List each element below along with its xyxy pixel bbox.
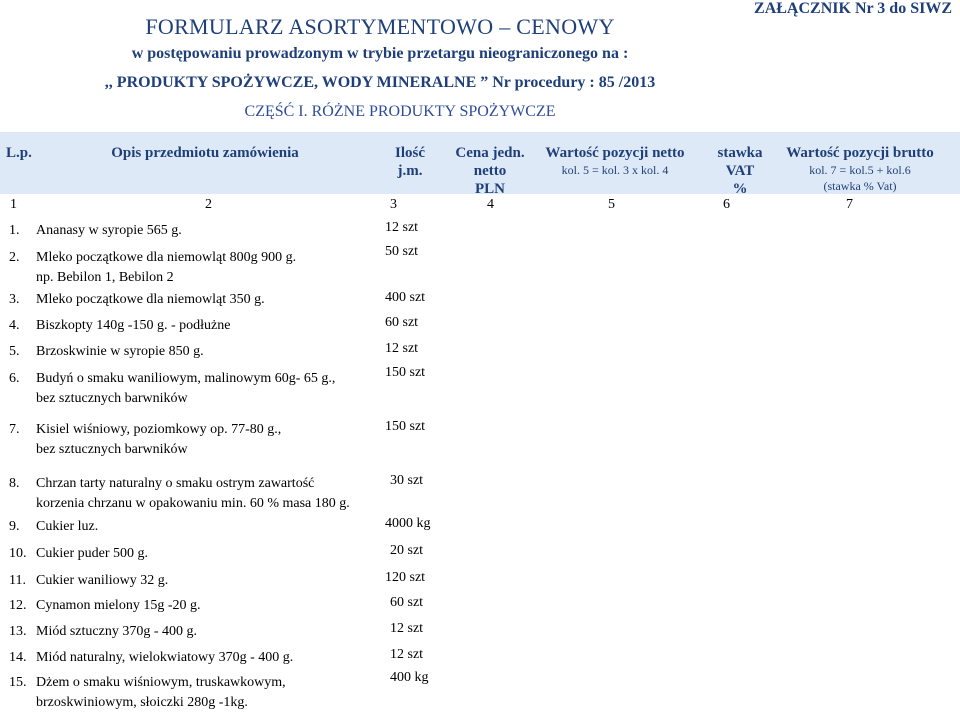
row-quantity: 150 szt [385, 419, 426, 434]
col-net-value-label: Wartość pozycji netto [545, 145, 685, 161]
col-description: Opis przedmiotu zamówienia [111, 145, 299, 161]
row-description: Cukier luz. [36, 519, 99, 534]
col-lp: L.p. [6, 145, 32, 161]
col-gross-value [770, 144, 950, 194]
document-subtitle: w postępowaniu prowadzonym w trybie przetargu nieograniczonego na : [131, 45, 629, 62]
col-gross-value-formula-2: (stawka % Vat) [823, 179, 897, 193]
row-description: Cukier puder 500 g. [36, 546, 148, 561]
col-vat-rate-label: stawka [717, 145, 763, 161]
col-unit-price-net: netto [473, 163, 507, 179]
row-description [36, 673, 376, 713]
row-quantity: 400 szt [385, 290, 426, 305]
row-description-line2: korzenia chrzanu w opakowaniu min. 60 % masa 180 g. [36, 496, 350, 511]
row-number: 7. [9, 422, 20, 437]
col-net-value-formula: kol. 5 = kol. 3 x kol. 4 [561, 163, 669, 177]
col-number: 3 [390, 197, 397, 212]
row-number: 13. [9, 624, 27, 639]
col-vat-rate-vat: VAT [725, 163, 755, 179]
row-number: 10. [9, 546, 27, 561]
row-description-line1: Dżem o smaku wiśniowym, truskawkowym, [36, 675, 286, 690]
row-description-line1: Budyń o smaku waniliowym, malinowym 60g- 65 g., [36, 371, 336, 386]
col-vat-rate [705, 144, 775, 198]
col-gross-value-formula: kol. 7 = kol.5 + kol.6 [809, 163, 911, 177]
document-title: FORMULARZ ASORTYMENTOWO – CENOWY [145, 14, 615, 39]
section-title: CZĘŚĆ I. RÓŻNE PRODUKTY SPOŻYWCZE [244, 103, 556, 120]
row-description-line2: brzoskwiniowym, słoiczki 280g -1kg. [36, 695, 248, 710]
row-description [36, 248, 376, 288]
row-quantity: 12 szt [385, 341, 419, 356]
annex-label: ZAŁĄCZNIK Nr 3 do SIWZ [754, 0, 952, 17]
row-description [36, 420, 376, 460]
row-description [36, 474, 381, 514]
procedure-title: ,, PRODUKTY SPOŻYWCZE, WODY MINERALNE ” Nr procedury : 85 /2013 [104, 74, 656, 91]
col-number: 7 [846, 197, 853, 212]
col-unit-price-label: Cena jedn. [455, 145, 525, 161]
row-quantity: 20 szt [390, 543, 424, 558]
row-description-line2: bez sztucznych barwników [36, 442, 188, 457]
row-number: 14. [9, 650, 27, 665]
row-description-line1: Kisiel wiśniowy, poziomkowy op. 77-80 g., [36, 422, 282, 437]
row-quantity: 60 szt [390, 595, 424, 610]
row-number: 8. [9, 476, 20, 491]
table-header [0, 132, 960, 197]
row-number: 9. [9, 519, 20, 534]
row-quantity: 30 szt [390, 473, 424, 488]
row-number: 3. [9, 292, 20, 307]
row-description [36, 369, 381, 409]
row-description-line1: Mleko początkowe dla niemowląt 800g 900 g. [36, 250, 297, 265]
row-number: 5. [9, 344, 20, 359]
row-description: Cukier waniliowy 32 g. [36, 573, 169, 588]
row-quantity: 12 szt [390, 647, 424, 662]
row-description-line2: bez sztucznych barwników [36, 391, 188, 406]
col-unit-price [450, 144, 530, 198]
col-unit-price-currency: PLN [475, 181, 505, 197]
row-number: 1. [9, 223, 20, 238]
col-quantity-label: Ilość [395, 145, 425, 161]
row-description: Brzoskwinie w syropie 850 g. [36, 344, 204, 359]
col-quantity [385, 144, 435, 180]
col-vat-rate-percent: % [732, 181, 748, 197]
col-quantity-unit: j.m. [397, 163, 423, 179]
col-number: 2 [205, 197, 212, 212]
col-number: 4 [487, 197, 494, 212]
row-quantity: 150 szt [385, 365, 426, 380]
row-quantity: 12 szt [385, 220, 419, 235]
row-description: Cynamon mielony 15g -20 g. [36, 598, 201, 613]
column-numbers-row [0, 197, 960, 217]
row-description: Mleko początkowe dla niemowląt 350 g. [36, 292, 265, 307]
row-quantity: 60 szt [385, 315, 419, 330]
row-description: Miód naturalny, wielokwiatowy 370g - 400 g. [36, 650, 294, 665]
row-number: 12. [9, 598, 27, 613]
row-quantity: 4000 kg [385, 516, 431, 531]
row-description-line1: Chrzan tarty naturalny o smaku ostrym zawartość [36, 476, 315, 491]
row-quantity: 12 szt [390, 621, 424, 636]
row-description: Biszkopty 140g -150 g. - podłużne [36, 318, 231, 333]
col-gross-value-label: Wartość pozycji brutto [786, 145, 934, 161]
row-number: 15. [9, 675, 27, 690]
row-description-line2: np. Bebilon 1, Bebilon 2 [36, 270, 174, 285]
row-quantity: 120 szt [385, 570, 426, 585]
col-net-value [530, 144, 700, 178]
row-description: Miód sztuczny 370g - 400 g. [36, 624, 197, 639]
col-number: 1 [10, 197, 17, 212]
row-quantity: 400 kg [390, 670, 429, 685]
row-description: Ananasy w syropie 565 g. [36, 223, 182, 238]
row-number: 2. [9, 250, 20, 265]
row-number: 4. [9, 318, 20, 333]
row-number: 11. [9, 573, 26, 588]
col-number: 6 [723, 197, 730, 212]
col-number: 5 [608, 197, 615, 212]
row-number: 6. [9, 371, 20, 386]
row-quantity: 50 szt [385, 244, 419, 259]
